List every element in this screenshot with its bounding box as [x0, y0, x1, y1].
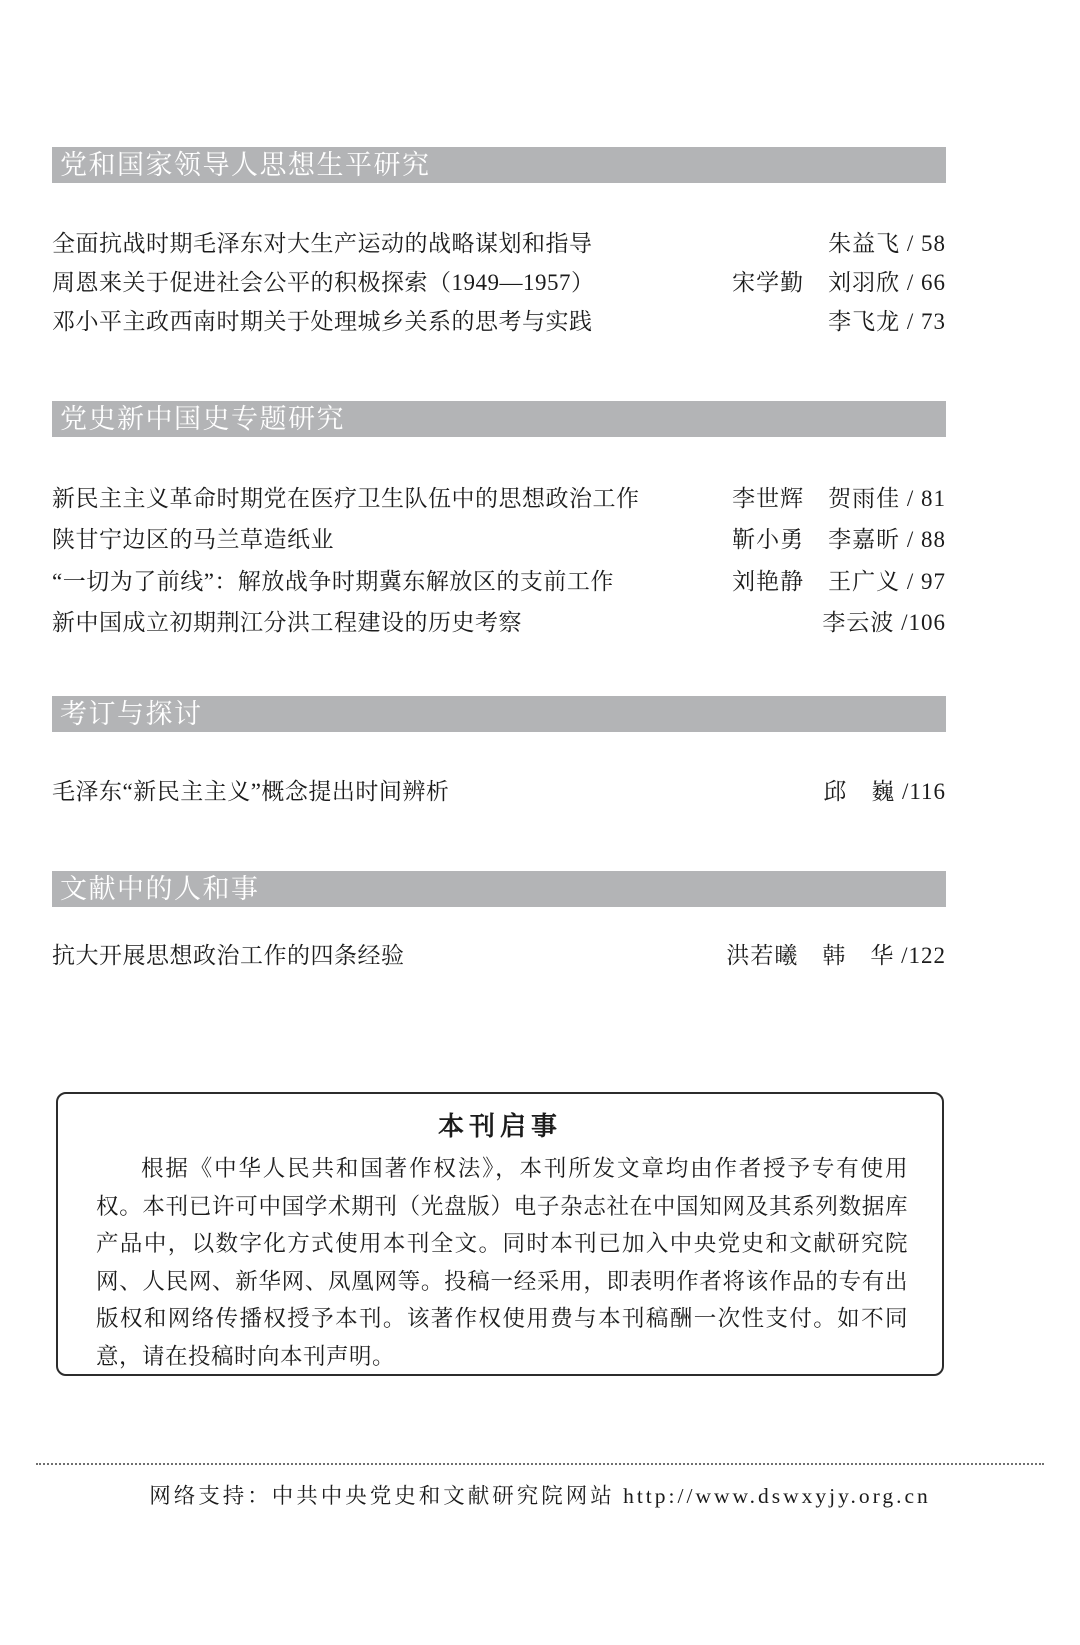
article-authors-page: 靳小勇 李嘉昕 / 88 [732, 527, 946, 552]
article-title: 抗大开展思想政治工作的四条经验 [52, 943, 405, 968]
toc-article-row [52, 776, 946, 808]
article-title: 邓小平主政西南时期关于处理城乡关系的思考与实践 [52, 309, 593, 334]
article-title: 毛泽东“新民主主义”概念提出时间辨析 [52, 779, 450, 804]
toc-article-row [52, 483, 946, 515]
footer-network-support-line: 网络支持：中共中央党史和文献研究院网站 http://www.dswxyjy.org.cn [149, 1484, 931, 1508]
article-title: 新中国成立初期荆江分洪工程建设的历史考察 [52, 610, 522, 635]
section-header-leaders-research: 党和国家领导人思想生平研究 [52, 147, 946, 183]
footer-dotted-divider [36, 1463, 1044, 1465]
toc-article-row [52, 607, 946, 639]
notice-body-text: 根据《中华人民共和国著作权法》，本刊所发文章均由作者授予专有使用权。本刊已许可中国学术期刊（光盘版）电子杂志社在中国知网及其系列数据库产品中，以数字化方式使用本刊全文。同时本刊已加入中央党史和文献研究院网、人民网、新华网、凤凰网等。投稿一经采用，即表明作者将该作品的专有出版权和网络传播权授予本刊。该著作权使用费与本刊稿酬一次性支付。如不同意，请在投稿时向本刊声明。 [96, 1156, 908, 1369]
article-authors-page: 刘艳静 王广义 / 97 [732, 569, 946, 594]
article-title: “一切为了前线”：解放战争时期冀东解放区的支前工作 [52, 569, 614, 594]
article-authors-page: 李云波 /106 [822, 610, 946, 635]
toc-article-row [52, 228, 946, 260]
article-authors-page: 朱益飞 / 58 [828, 231, 946, 256]
toc-article-row [52, 940, 946, 972]
article-authors-page: 邱 巍 /116 [823, 779, 946, 804]
article-title: 周恩来关于促进社会公平的积极探索（1949—1957） [52, 270, 595, 295]
section-header-people-in-documents: 文献中的人和事 [52, 871, 946, 907]
article-authors-page: 李飞龙 / 73 [828, 309, 946, 334]
article-title: 陕甘宁边区的马兰草造纸业 [52, 527, 334, 552]
section-header-party-history: 党史新中国史专题研究 [52, 401, 946, 437]
toc-article-row [52, 306, 946, 338]
journal-notice-box [56, 1092, 944, 1376]
toc-article-row [52, 524, 946, 556]
article-title: 新民主主义革命时期党在医疗卫生队伍中的思想政治工作 [52, 486, 640, 511]
toc-article-row [52, 267, 946, 299]
notice-title: 本刊启事 [437, 1112, 562, 1141]
article-authors-page: 李世辉 贺雨佳 / 81 [732, 486, 946, 511]
section-header-textual-research: 考订与探讨 [52, 696, 946, 732]
toc-article-row [52, 566, 946, 598]
article-authors-page: 洪若曦 韩 华 /122 [726, 943, 946, 968]
article-authors-page: 宋学勤 刘羽欣 / 66 [732, 270, 946, 295]
article-title: 全面抗战时期毛泽东对大生产运动的战略谋划和指导 [52, 231, 593, 256]
